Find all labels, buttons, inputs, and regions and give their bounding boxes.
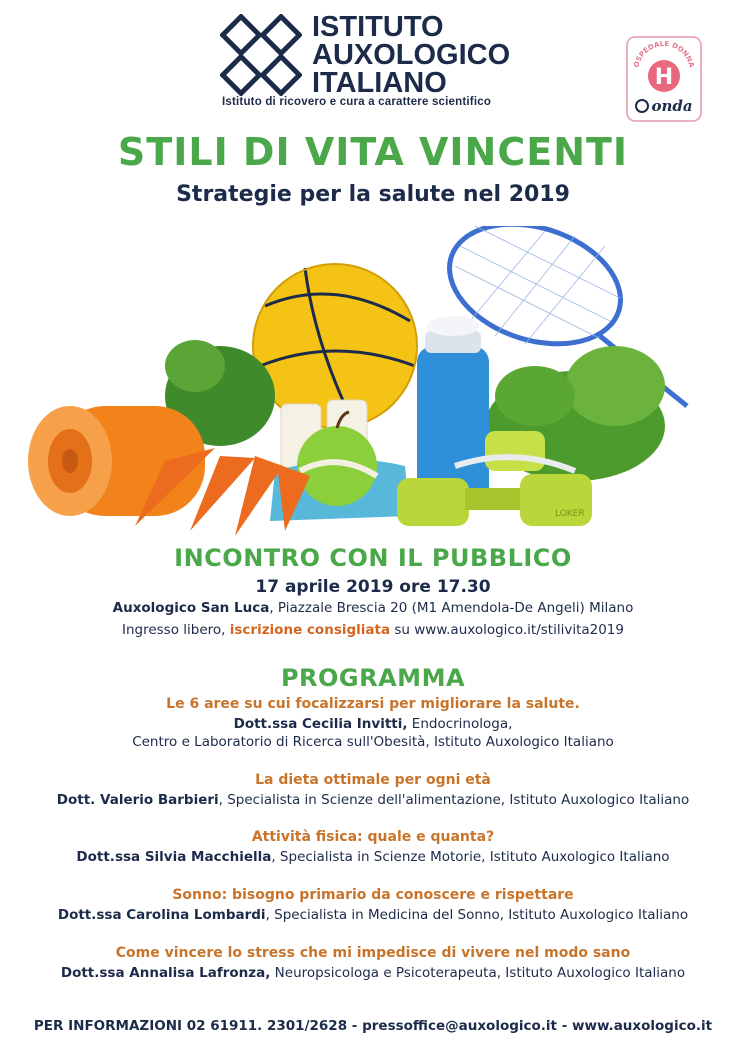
programme-topic-5: Come vincere lo stress che mi impedisce di vivere nel modo sano [115,945,631,961]
event-heading: INCONTRO CON IL PUBBLICO [174,544,572,572]
page-subtitle: Strategie per la salute nel 2019 [176,182,570,207]
logo-mark-icon [220,14,302,96]
speaker-role: , Specialista in Scienze Motorie, Istituto Auxologico Italiano [271,849,670,865]
programme-speaker-5 [0,965,746,981]
programme-speaker-1-affiliation: Centro e Laboratorio di Ricerca sull'Obesità, Istituto Auxologico Italiano [132,734,614,750]
logo-text-line1: ISTITUTO [312,11,444,43]
event-date: 17 aprile 2019 ore 17.30 [255,577,491,597]
event-entry [0,622,746,638]
entry-highlight: iscrizione consigliata [229,622,391,638]
programme-speaker-1 [0,716,746,732]
speaker-role: , Specialista in Medicina del Sonno, Istituto Auxologico Italiano [265,907,689,923]
speaker-name: Dott.ssa Carolina Lombardi [57,907,266,923]
ospedale-donna-badge [626,36,702,122]
speaker-name: Dott.ssa Annalisa Lafronza, [60,965,271,981]
programme-topic-4: Sonno: bisogno primario da conoscere e rispettare [172,887,574,903]
entry-prefix: Ingresso libero, [121,622,230,638]
logo-text-line3: ITALIANO [312,67,447,99]
badge-brand: onda [651,97,693,115]
hero-fitness-illustration [15,226,691,540]
venue-name: Auxologico San Luca [112,600,270,616]
programme-speaker-3 [0,849,746,865]
speaker-name: Dott. Valerio Barbieri [56,792,219,808]
entry-url[interactable]: su www.auxologico.it/stilivita2019 [390,622,624,638]
logo-subtitle: Istituto di ricovero e cura a carattere scientifico [222,96,492,108]
programme-topic-2: La dieta ottimale per ogni età [255,772,491,788]
logo-text-line2: AUXOLOGICO [312,39,511,71]
footer-contact-info: PER INFORMAZIONI 02 61911. 2301/2628 - pressoffice@auxologico.it - www.auxologico.it [33,1018,713,1034]
programme-heading: PROGRAMMA [280,664,466,692]
programme-topic-1: Le 6 aree su cui focalizzarsi per migliorare la salute. [166,696,580,712]
badge-letter: H [654,65,674,90]
programme-speaker-2 [0,792,746,808]
speaker-name: Dott.ssa Cecilia Invitti, [233,716,408,732]
speaker-name: Dott.ssa Silvia Macchiella [76,849,272,865]
venue-address: , Piazzale Brescia 20 (M1 Amendola-De Angeli) Milano [269,600,634,616]
event-venue [0,600,746,616]
badge-text: OSPEDALE DONNA [632,39,696,69]
page-title: STILI DI VITA VINCENTI [117,130,629,174]
speaker-role: Endocrinologa, [407,716,513,732]
speaker-role: Neuropsicologa e Psicoterapeuta, Istituto Auxologico Italiano [270,965,686,981]
speaker-role: , Specialista in Scienze dell'alimentazione, Istituto Auxologico Italiano [218,792,690,808]
programme-speaker-4 [0,907,746,923]
programme-topic-3: Attività fisica: quale e quanta? [251,829,495,845]
water-bottle-icon [417,316,489,506]
dumbbell-label: LOKER [555,509,585,519]
